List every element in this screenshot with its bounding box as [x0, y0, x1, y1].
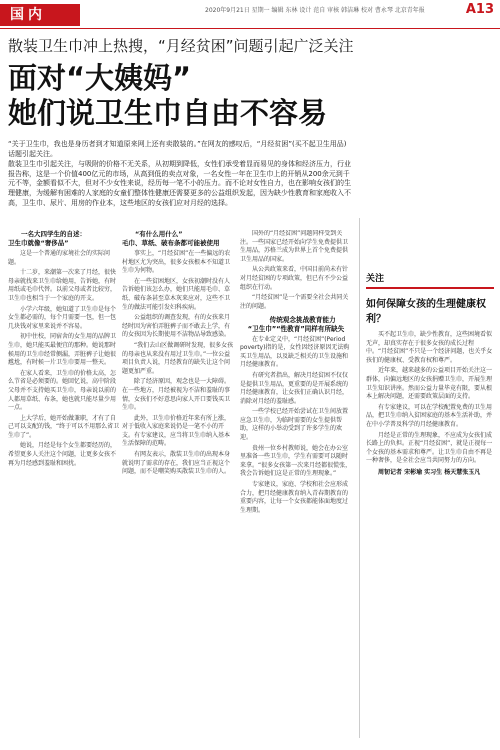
column-2	[122, 230, 234, 740]
body-paragraph: 在一些贫困地区，女孩初潮时没有人告诉她们该怎么办，她们只能用毛巾、草纸、破布条甚至草木灰来应对，这些不卫生的做法可能引发妇科疾病。	[122, 277, 231, 311]
sidebar-paragraph: 有专家建议，可以在学校配置免费的卫生用品，把卫生巾纳入贫困家庭的基本生活补助，并在中小学普及科学的月经健康教育。	[366, 403, 493, 428]
sidebar-rule	[366, 287, 494, 289]
body-paragraph: 有研究者指出，解决月经贫困不仅仅是提供卫生用品，更重要的是开展系统的月经健康教育，让女孩们正确认识月经，消除对月经的羞耻感。	[240, 371, 349, 405]
lead-paragraph: 散装卫生巾引起关注，与吸附的价格不无关系，从初期到降低，女性们承受着显而易见的身体和经济压力，行业报告称，这是一个价值400亿元的市场，从高到低的卖点对象，一名女性一年在卫生巾上的开销从200余元到千元不等，金额看似不大，但对不少女性来说，经历每一笔不小的压力。而不论对女性自力，也在影响女孩们的生理健康，为缓解有困难的人家庭的女童们整体性健康还需要更多的公益组织发起，因为缺少性教育和家庭收入不高，卫生巾、尿片、用房的作业本，这些地区的女孩们应对月经的选择。	[8, 160, 351, 207]
sidebar-commentary	[366, 225, 494, 480]
body-paragraph: 有网友表示，散装卫生巾的出现本身就说明了需求的存在，我们应当正视这个问题，而不是嘲笑购买散装卫生巾的人。	[122, 451, 231, 476]
body-paragraph: 上大学后，她开始做兼职，才有了自己可以支配的钱，“终于可以不用那么省卫生巾了”。	[8, 414, 120, 439]
column-1-head: 一名大四学生的自述： 卫生巾就像“奢侈品”	[8, 230, 86, 247]
body-paragraph: 此外，卫生巾价格近年来有所上涨，对于低收入家庭来说仍是一笔不小的开支。有专家建议，应当将卫生巾纳入基本生活保障的范畴。	[122, 414, 231, 448]
body-paragraph: 除了经济原因，观念也是一大障碍。在一些地方，月经被视为不洁和羞耻的事情，女孩们不好意思向家人开口要钱买卫生巾。	[122, 378, 231, 412]
sidebar-paragraph: 月经是正常的生理现象，不应成为女孩们成长路上的负担。正视“月经贫困”，就是正视每一个女孩的基本需求和尊严。让卫生巾自由不再是一种奢侈，是全社会应当共同努力的方向。	[366, 431, 493, 465]
body-paragraph: 公益组织的调查发现，有的女孩来月经时因为害怕弄脏裤子而不敢去上学，有的女孩因为长期使用不洁物品导致感染。	[122, 314, 231, 339]
body-paragraph: 在专业定义中，“月经贫困”(Period poverty)指的是，女性因经济原因无法购买卫生用品，以及缺乏相关的卫生设施和月经健康教育。	[240, 335, 350, 369]
sidebar-paragraph: 买不起卫生巾，缺少性教育，这些困境看似无声，却真实存在于很多女孩的成长过程中。“月经贫困”不只是一个经济问题，也关乎女孩们的健康权、受教育权和尊严。	[366, 331, 493, 364]
body-paragraph: 贵州一位乡村教师说，她会在办公室里准备一些卫生巾，学生有需要可以随时来拿。“很多女孩第一次来月经都很慌张，我会告诉她们这是正常的生理现象。”	[240, 444, 352, 478]
column-3-subhead: 传统观念挑战教育能力 “卫生巾”“性教育”同样有所缺失	[247, 316, 345, 333]
section-tag: 国内	[0, 4, 80, 26]
sidebar-body	[366, 331, 494, 478]
page-number: A13	[465, 2, 494, 17]
body-paragraph: 她说，月经是每个女生都要经历的，希望更多人关注这个问题，让更多女孩不再为月经感到羞耻和困扰。	[8, 442, 117, 467]
issue-meta: 2020年9月21日 星期一 编辑 东林 设计 范自 审核 韩洁琳 校对 曹永琴 北京青年报	[205, 7, 425, 14]
headline-line-2: 她们说卫生巾自由不容易	[8, 96, 328, 130]
body-paragraph: 从公共政策来看，中国目前尚未有针对月经贫困的专项政策，但已有不少公益组织在行动。	[240, 266, 349, 291]
body-paragraph: 小学六年级，她知道了卫生巾是每个女生都必需的，每个月需要一包，但一包几块钱对家里来说并不容易。	[8, 305, 117, 330]
lead-paragraph: “关于卫生巾，我也是身历者到才知道原来网上还有卖散装的。”在网友的感叹后，“月经贫困”(买不起卫生用品)话题引起关注。	[8, 140, 347, 158]
body-paragraph: 一些学校已经开始尝试在卫生间放置应急卫生巾，为临时需要的女生提供帮助，这样的小举动受到了许多学生的欢迎。	[240, 408, 349, 442]
sidebar-paragraph: 近年来，越来越多的公益项目开始关注这一群体，向偏远地区的女孩捐赠卫生巾，开展生理卫生知识讲座。然而公益力量毕竟有限，要从根本上解决问题，还需要政策层面的支持。	[366, 367, 493, 401]
sidebar-title: 如何保障女孩的生理健康权利？	[366, 299, 486, 325]
headline-line-1: 面对“大姨妈”	[8, 61, 192, 95]
body-paragraph: 国外的“月经贫困”问题同样受到关注。一些国家已经开始向学生免费提供卫生用品，苏格兰成为世界上首个免费提供卫生用品的国家。	[240, 230, 349, 263]
column-divider	[359, 218, 360, 738]
article-lead	[8, 140, 353, 209]
sidebar-label: 关注	[366, 274, 385, 284]
byline: 周韧记者 宋彬瑜 实习生 杨天慧张玉凡	[378, 468, 481, 476]
body-paragraph: 这是一个普通的家境社会的实际问题。	[8, 250, 111, 266]
column-3	[240, 230, 352, 740]
body-paragraph: 初中住校，同宿舍的女生用的品牌卫生巾，她只能买最便宜的那种。她说那时候用的卫生巾经常侧漏，弄脏裤子让她很尴尬，有时候一片卫生巾要用一整天。	[8, 333, 117, 367]
column-1	[8, 230, 120, 740]
body-paragraph: “月经贫困”是一个需要全社会共同关注的问题。	[240, 294, 349, 310]
article-subtitle: 散装卫生巾冲上热搜，“月经贫困”问题引起广泛关注	[8, 37, 354, 55]
column-2-head: “有什么用什么” 毛巾、草纸、破布条都可能被使用	[122, 230, 220, 247]
body-paragraph: 事实上，“月经贫困”在一些偏远的农村地区尤为突出，很多女孩根本不知道卫生巾为何物。	[122, 250, 231, 275]
body-paragraph: “我们去山区做调研时发现，很多女孩的母亲也从来没有用过卫生巾。”一位公益项目负责人说，月经教育的缺失让这个问题更加严重。	[122, 341, 234, 375]
body-paragraph: 在家人看来，卫生巾的价格太高，怎么节省是必须要的。她回忆说，高中阶段父母并不支持她买卫生巾，母亲说以前的人都用草纸、布条，她也就只能尽量少用一点。	[8, 369, 117, 412]
header-rule	[0, 28, 500, 29]
page-header	[0, 0, 500, 28]
body-paragraph: 十二岁，来潮第一次来了月经，很快母亲就找来卫生巾给她用，告诉她，有时用纸或毛巾代替。以前父母或者比较穷，卫生巾也相当于一个家庭的开支。	[8, 269, 117, 302]
body-paragraph: 专家建议，家庭、学校和社会应形成合力，把月经健康教育纳入青春期教育的重要内容，让每一个女孩都能体面地度过生理期。	[240, 481, 349, 514]
